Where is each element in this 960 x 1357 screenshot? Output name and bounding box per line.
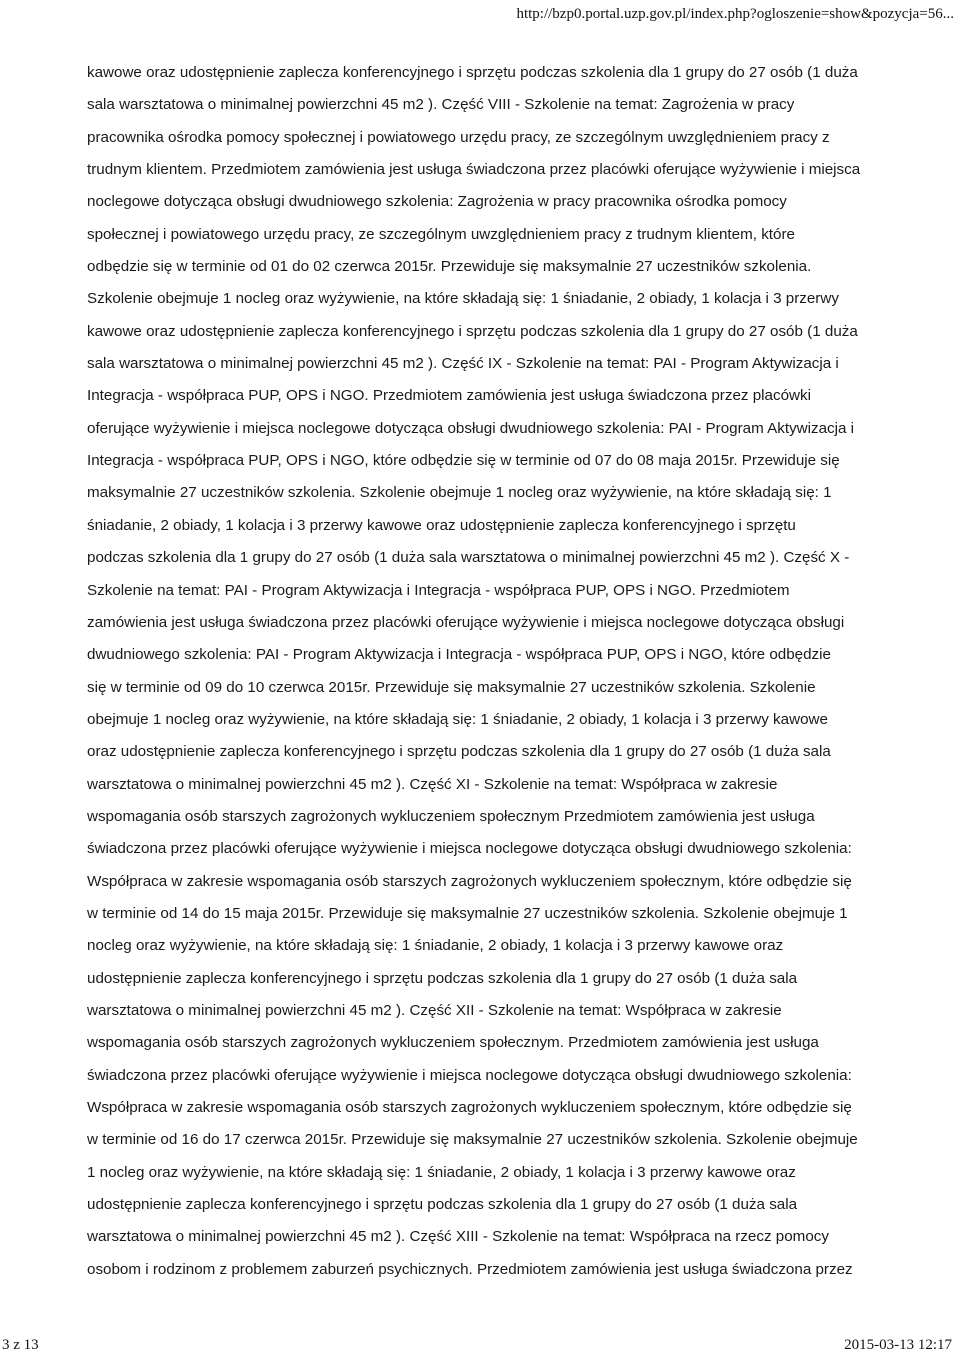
body-line: obejmuje 1 nocleg oraz wyżywienie, na które składają się: 1 śniadanie, 2 obiady, 1 kolacja i 3 przerwy kawowe (87, 710, 828, 728)
body-line: kawowe oraz udostępnienie zaplecza konferencyjnego i sprzętu podczas szkolenia dla 1 grupy do 27 osób (1 duża (87, 64, 858, 81)
body-line: oraz udostępnienie zaplecza konferencyjnego i sprzętu podczas szkolenia dla 1 grupy do 27 osób (1 duża sala (87, 743, 831, 761)
body-line: społecznej i powiatowego urzędu pracy, ze szczególnym uwzględnieniem pracy z trudnym klientem, które (87, 225, 795, 243)
body-line: śniadanie, 2 obiady, 1 kolacja i 3 przerwy kawowe oraz udostępnienie zaplecza konferencyjnego i sprzętu (87, 516, 796, 534)
body-line: pracownika ośrodka pomocy społecznej i powiatowego urzędu pracy, ze szczególnym uwzględnieniem pracy z (87, 128, 830, 146)
print-timestamp: 2015-03-13 12:17 (844, 1337, 952, 1353)
body-line: warsztatowa o minimalnej powierzchni 45 m2 ). Część XIII - Szkolenie na temat: Współpraca na rzecz pomocy (87, 1228, 829, 1246)
body-line: sala warsztatowa o minimalnej powierzchni 45 m2 ). Część IX - Szkolenie na temat: PAI - Program Aktywizacja i (87, 355, 839, 373)
body-line: się w terminie od 09 do 10 czerwca 2015r. Przewiduje się maksymalnie 27 uczestników szkolenia. Szkolenie (87, 678, 816, 696)
body-line: osobom i rodzinom z problemem zaburzeń psychicznych. Przedmiotem zamówienia jest usługa świadczona przez (87, 1260, 853, 1278)
body-line: warsztatowa o minimalnej powierzchni 45 m2 ). Część XII - Szkolenie na temat: Współpraca w zakresie (87, 1001, 782, 1019)
body-line: maksymalnie 27 uczestników szkolenia. Szkolenie obejmuje 1 nocleg oraz wyżywienie, na które składają się: 1 (87, 484, 832, 502)
body-line: udostępnienie zaplecza konferencyjnego i sprzętu podczas szkolenia dla 1 grupy do 27 osób (1 duża sala (87, 969, 798, 987)
body-line: odbędzie się w terminie od 01 do 02 czerwca 2015r. Przewiduje się maksymalnie 27 uczestników szkolenia. (87, 258, 812, 276)
body-line: noclegowe dotycząca obsługi dwudniowego szkolenia: Zagrożenia w pracy pracownika ośrodka pomocy (87, 193, 787, 211)
body-line: Szkolenie obejmuje 1 nocleg oraz wyżywienie, na które składają się: 1 śniadanie, 2 obiady, 1 kolacja i 3 przerwy (87, 290, 839, 308)
document-body (87, 62, 917, 1291)
body-line: Integracja - współpraca PUP, OPS i NGO. Przedmiotem zamówienia jest usługa świadczona przez placówki (87, 387, 811, 405)
body-line: dwudniowego szkolenia: PAI - Program Aktywizacja i Integracja - współpraca PUP, OPS i NGO, które odbędzie (87, 646, 831, 664)
body-line: kawowe oraz udostępnienie zaplecza konferencyjnego i sprzętu podczas szkolenia dla 1 grupy do 27 osób (1 duża (87, 322, 858, 340)
body-line: Integracja - współpraca PUP, OPS i NGO, które odbędzie się w terminie od 07 do 08 maja 2015r. Przewiduje się (87, 452, 840, 470)
body-line: wspomagania osób starszych zagrożonych wykluczeniem społecznym. Przedmiotem zamówienia jest usługa (87, 1034, 819, 1052)
body-line: udostępnienie zaplecza konferencyjnego i sprzętu podczas szkolenia dla 1 grupy do 27 osób (1 duża sala (87, 1196, 798, 1214)
body-line: nocleg oraz wyżywienie, na które składają się: 1 śniadanie, 2 obiady, 1 kolacja i 3 przerwy kawowe oraz (87, 937, 784, 955)
body-line: trudnym klientem. Przedmiotem zamówienia jest usługa świadczona przez placówki oferujące wyżywienie i miejsca (87, 161, 861, 179)
body-line: warsztatowa o minimalnej powierzchni 45 m2 ). Część XI - Szkolenie na temat: Współpraca w zakresie (87, 775, 778, 793)
body-line: świadczona przez placówki oferujące wyżywienie i miejsca noclegowe dotycząca obsługi dwudniowego szkolenia: (87, 840, 852, 858)
body-line: Współpraca w zakresie wspomagania osób starszych zagrożonych wykluczeniem społecznym, które odbędzie się (87, 872, 852, 890)
body-line: w terminie od 14 do 15 maja 2015r. Przewiduje się maksymalnie 27 uczestników szkolenia. Szkolenie obejmuje 1 (87, 904, 848, 922)
body-line: zamówienia jest usługa świadczona przez placówki oferujące wyżywienie i miejsca noclegowe dotycząca obsługi (87, 613, 845, 631)
page-indicator: 3 z 13 (2, 1337, 39, 1353)
body-line: oferujące wyżywienie i miejsca noclegowe dotycząca obsługi dwudniowego szkolenia: PAI - Program Aktywizacja i (87, 419, 855, 437)
body-line: wspomagania osób starszych zagrożonych wykluczeniem społecznym Przedmiotem zamówienia jest usługa (87, 807, 815, 825)
body-line: sala warsztatowa o minimalnej powierzchni 45 m2 ). Część VIII - Szkolenie na temat: Zagrożenia w pracy (87, 96, 795, 114)
print-header-url: http://bzp0.portal.uzp.gov.pl/index.php?ogloszenie=show&pozycja=56... (516, 6, 954, 22)
body-line: Szkolenie na temat: PAI - Program Aktywizacja i Integracja - współpraca PUP, OPS i NGO. Przedmiotem (87, 581, 790, 599)
body-line: 1 nocleg oraz wyżywienie, na które składają się: 1 śniadanie, 2 obiady, 1 kolacja i 3 przerwy kawowe oraz (87, 1163, 796, 1181)
body-line: świadczona przez placówki oferujące wyżywienie i miejsca noclegowe dotycząca obsługi dwudniowego szkolenia: (87, 1066, 852, 1084)
body-line: podczas szkolenia dla 1 grupy do 27 osób (1 duża sala warsztatowa o minimalnej powierzchni 45 m2 ). Część X - (87, 549, 850, 567)
body-line: w terminie od 16 do 17 czerwca 2015r. Przewiduje się maksymalnie 27 uczestników szkolenia. Szkolenie obejmuje (87, 1131, 858, 1149)
body-line: Współpraca w zakresie wspomagania osób starszych zagrożonych wykluczeniem społecznym, które odbędzie się (87, 1099, 852, 1116)
